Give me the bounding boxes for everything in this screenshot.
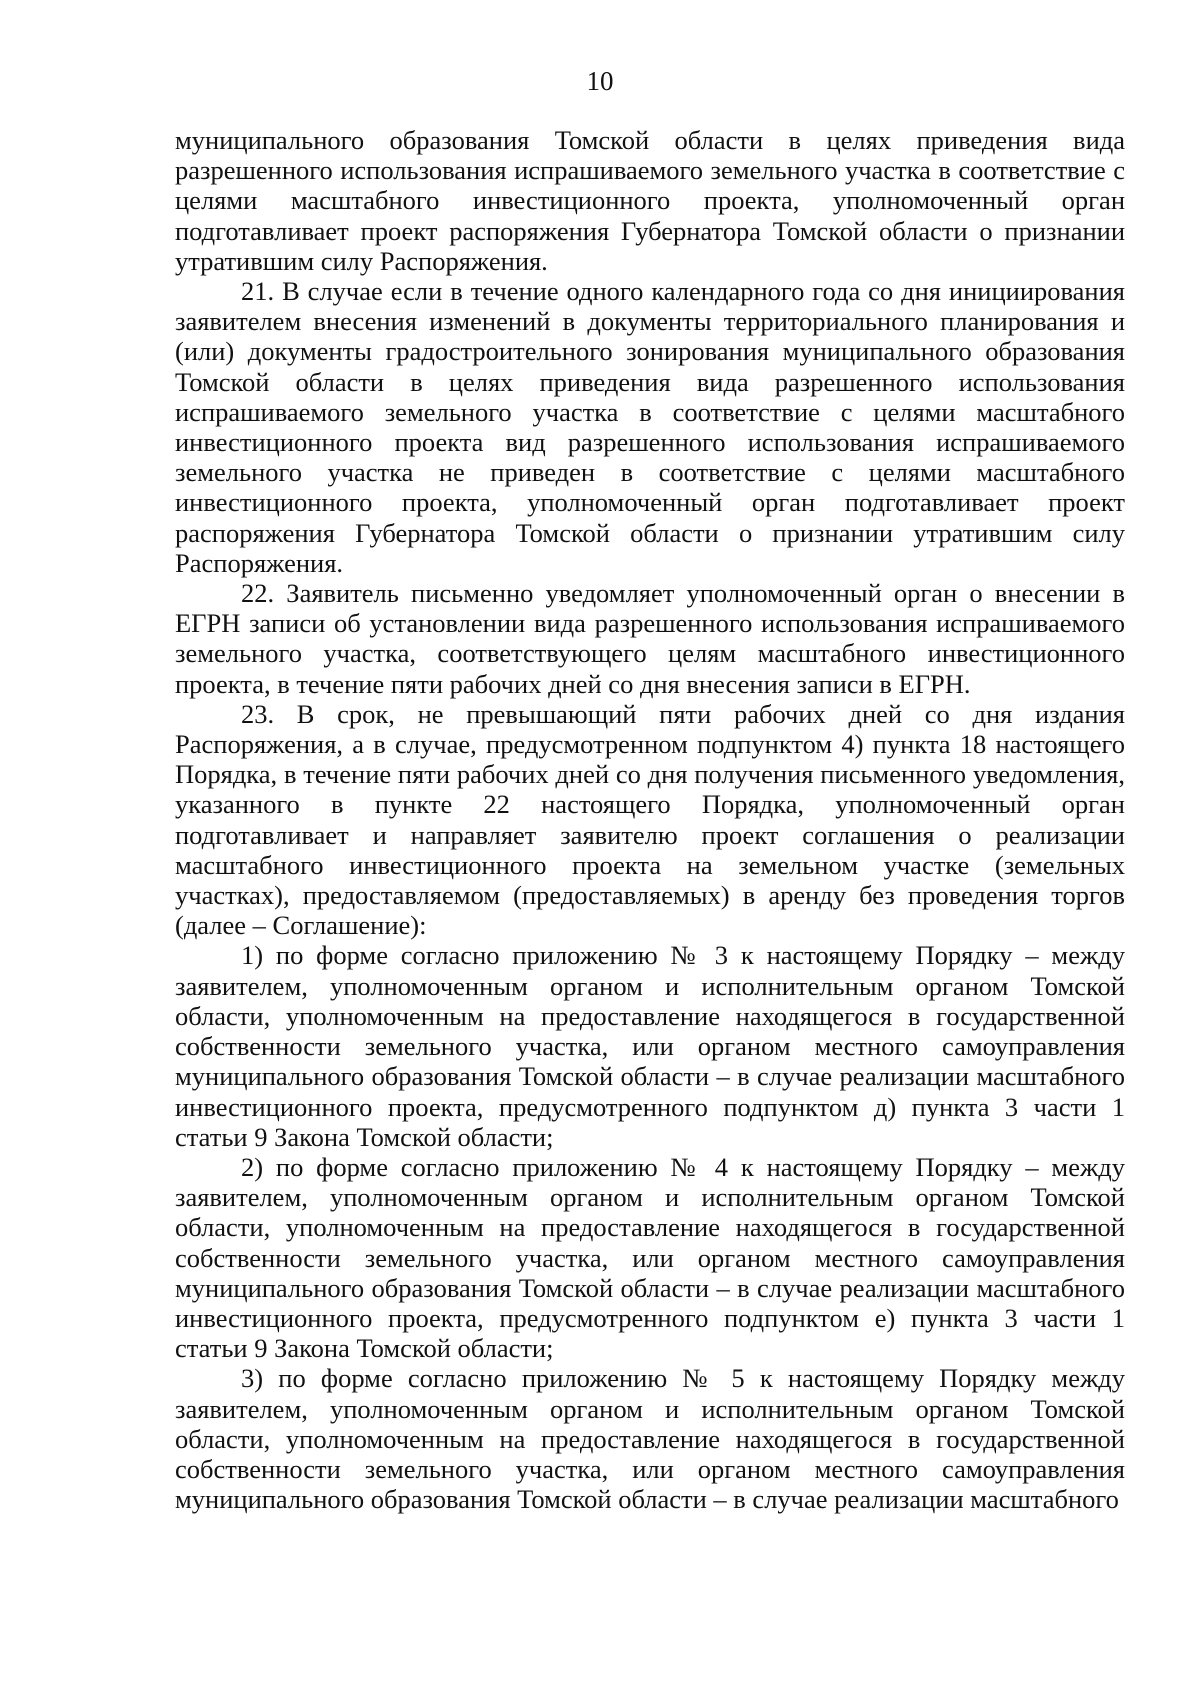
paragraph-21: 21. В случае если в течение одного календарного года со дня инициирования заявителем внесения изменений в документы территориального планирования и (или) документы градостроительного зонирования муниципального образования Томской области в целях приведения вида разрешенного использования испрашиваемого земельного участка в соответствие с целями масштабного инвестиционного проекта вид разрешенного использования испрашиваемого земельного участка не приведен в соответствие с целями масштабного инвестиционного проекта, уполномоченный орган подготавливает проект распоряжения Губернатора Томской области о признании утратившим силу Распоряжения. <box>175 276 1125 578</box>
document-body <box>175 125 1125 1514</box>
paragraph-continuation: муниципального образования Томской области в целях приведения вида разрешенного использования испрашиваемого земельного участка в соответствие с целями масштабного инвестиционного проекта, уполномоченный орган подготавливает проект распоряжения Губернатора Томской области о признании утратившим силу Распоряжения. <box>175 125 1125 276</box>
list-item-1: 1) по форме согласно приложению № 3 к настоящему Порядку – между заявителем, уполномоченным органом и исполнительным органом Томской области, уполномоченным на предоставление находящегося в государственной собственности земельного участка, или органом местного самоуправления муниципального образования Томской области – в случае реализации масштабного инвестиционного проекта, предусмотренного подпунктом д) пункта 3 части 1 статьи 9 Закона Томской области; <box>175 940 1125 1152</box>
page-number: 10 <box>586 66 614 96</box>
list-item-2: 2) по форме согласно приложению № 4 к настоящему Порядку – между заявителем, уполномоченным органом и исполнительным органом Томской области, уполномоченным на предоставление находящегося в государственной собственности земельного участка, или органом местного самоуправления муниципального образования Томской области – в случае реализации масштабного инвестиционного проекта, предусмотренного подпунктом е) пункта 3 части 1 статьи 9 Закона Томской области; <box>175 1151 1125 1364</box>
list-item-3: 3) по форме согласно приложению № 5 к настоящему Порядку между заявителем, уполномоченным органом и исполнительным органом Томской области, уполномоченным на предоставление находящегося в государственной собственности земельного участка, или органом местного самоуправления муниципального образования Томской области – в случае реализации масштабного <box>175 1363 1125 1515</box>
paragraph-22: 22. Заявитель письменно уведомляет уполномоченный орган о внесении в ЕГРН записи об установлении вида разрешенного использования испрашиваемого земельного участка, соответствующего целям масштабного инвестиционного проекта, в течение пяти рабочих дней со дня внесения записи в ЕГРН. <box>175 578 1125 699</box>
paragraph-23: 23. В срок, не превышающий пяти рабочих дней со дня издания Распоряжения, а в случае, предусмотренном подпунктом 4) пункта 18 настоящего Порядка, в течение пяти рабочих дней со дня получения письменного уведомления, указанного в пункте 22 настоящего Порядка, уполномоченный орган подготавливает и направляет заявителю проект соглашения о реализации масштабного инвестиционного проекта на земельном участке (земельных участках), предоставляемом (предоставляемых) в аренду без проведения торгов (далее – Соглашение): <box>175 698 1125 941</box>
